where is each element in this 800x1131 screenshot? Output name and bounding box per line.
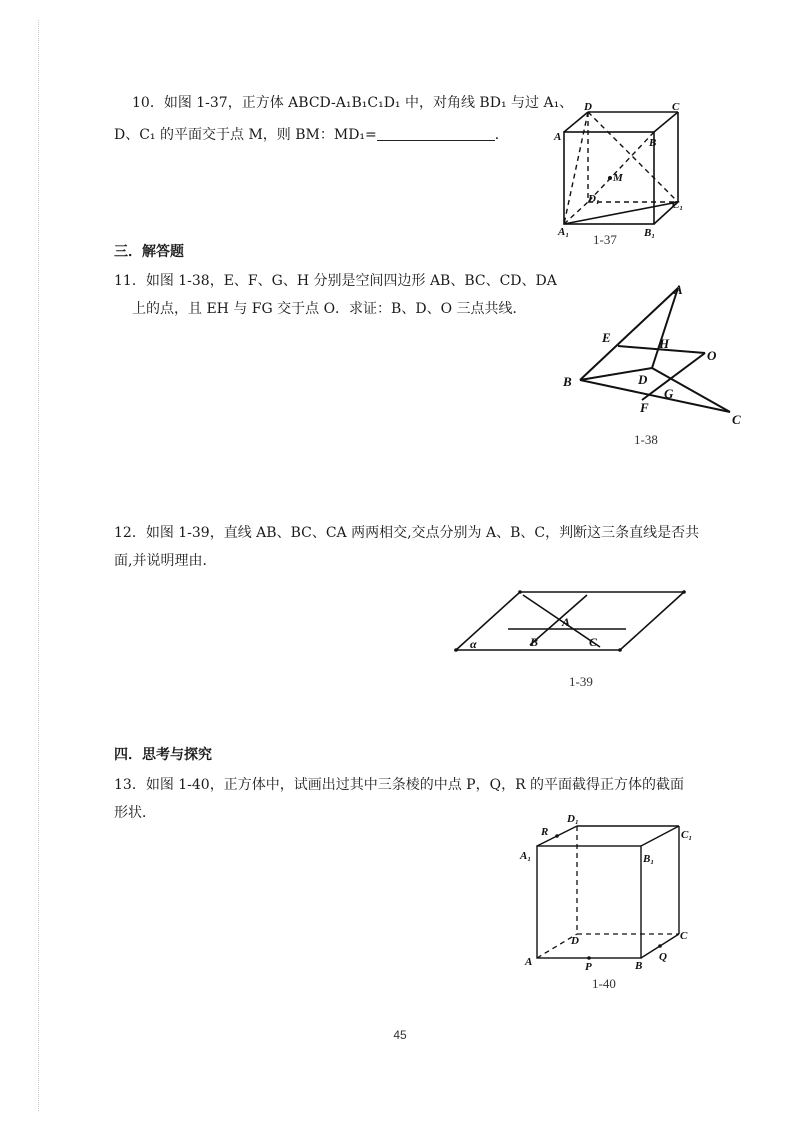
label-q: Q	[659, 951, 667, 963]
label-c1: C₁	[681, 829, 693, 841]
point-p	[587, 956, 591, 960]
caption-1-39: 1-39	[569, 674, 593, 689]
label-b: B	[649, 137, 657, 149]
page-edge-dots	[38, 20, 39, 1111]
point-r	[555, 834, 559, 838]
label-d: D	[571, 935, 579, 947]
q10-line1: 10．如图 1-37，正方体 ABCD-A₁B₁C₁D₁ 中，对角线 BD₁ 与过 A₁、	[132, 95, 574, 111]
point-q	[658, 944, 662, 948]
label-d: D	[584, 101, 592, 113]
label-a1: A₁	[520, 850, 532, 862]
q13-line2: 形状．	[114, 805, 156, 821]
label-c1: C₁	[672, 199, 684, 211]
label-a: A	[674, 282, 683, 297]
label-d: D	[638, 372, 648, 387]
label-d1: D₁	[588, 193, 600, 205]
label-a: A	[562, 615, 571, 629]
label-h: H	[659, 336, 670, 351]
figure-1-40	[515, 810, 705, 973]
label-a1: A₁	[558, 226, 570, 238]
label-g: G	[664, 386, 674, 401]
q11-line2: 上的点，且 EH 与 FG 交于点 O．求证：B、D、O 三点共线．	[132, 301, 527, 317]
label-b: B	[563, 374, 572, 389]
q12-line2: 面,并说明理由．	[114, 553, 217, 569]
q10-line2-end: ．	[494, 127, 509, 143]
label-alpha: α	[470, 637, 477, 651]
label-b1: B₁	[643, 853, 655, 865]
figure-1-37	[550, 100, 700, 250]
label-b: B	[635, 960, 643, 972]
q11-line1: 11．如图 1-38，E、F、G、H 分别是空间四边形 AB、BC、CD、DA	[114, 273, 557, 289]
label-b: B	[530, 635, 539, 649]
label-c: C	[672, 101, 680, 113]
point-m	[608, 176, 612, 180]
label-d1: D₁	[567, 813, 579, 825]
label-b1: B₁	[644, 227, 656, 239]
label-m: M	[613, 172, 623, 184]
label-c: C	[680, 930, 688, 942]
label-e: E	[602, 330, 611, 345]
label-a: A	[554, 131, 562, 143]
label-c: C	[589, 635, 598, 649]
label-r: R	[541, 826, 549, 838]
q10-line2	[114, 124, 509, 146]
label-a: A	[525, 956, 533, 968]
caption-1-37: 1-37	[593, 232, 617, 247]
answer-blank	[377, 126, 495, 141]
label-o: O	[707, 348, 717, 363]
section-3-title: 三．解答题	[114, 244, 184, 260]
label-p: P	[585, 961, 592, 973]
label-c: C	[732, 412, 741, 427]
caption-1-38: 1-38	[634, 432, 658, 447]
section-4-title: 四．思考与探究	[114, 747, 212, 763]
label-f: F	[640, 400, 649, 415]
q13-line1: 13．如图 1-40，正方体中，试画出过其中三条棱的中点 P，Q，R 的平面截得正方体的截面	[114, 777, 685, 793]
caption-1-40: 1-40	[592, 976, 616, 991]
figure-1-39	[450, 585, 690, 660]
q10-line2-text: D、C₁ 的平面交于点 M，则 BM：MD₁=	[114, 127, 377, 143]
page-number: 45	[393, 1028, 407, 1042]
figure-1-38	[560, 280, 750, 430]
q12-line1: 12．如图 1-39，直线 AB、BC、CA 两两相交,交点分别为 A、B、C，判断这三条直线是否共	[114, 525, 700, 541]
